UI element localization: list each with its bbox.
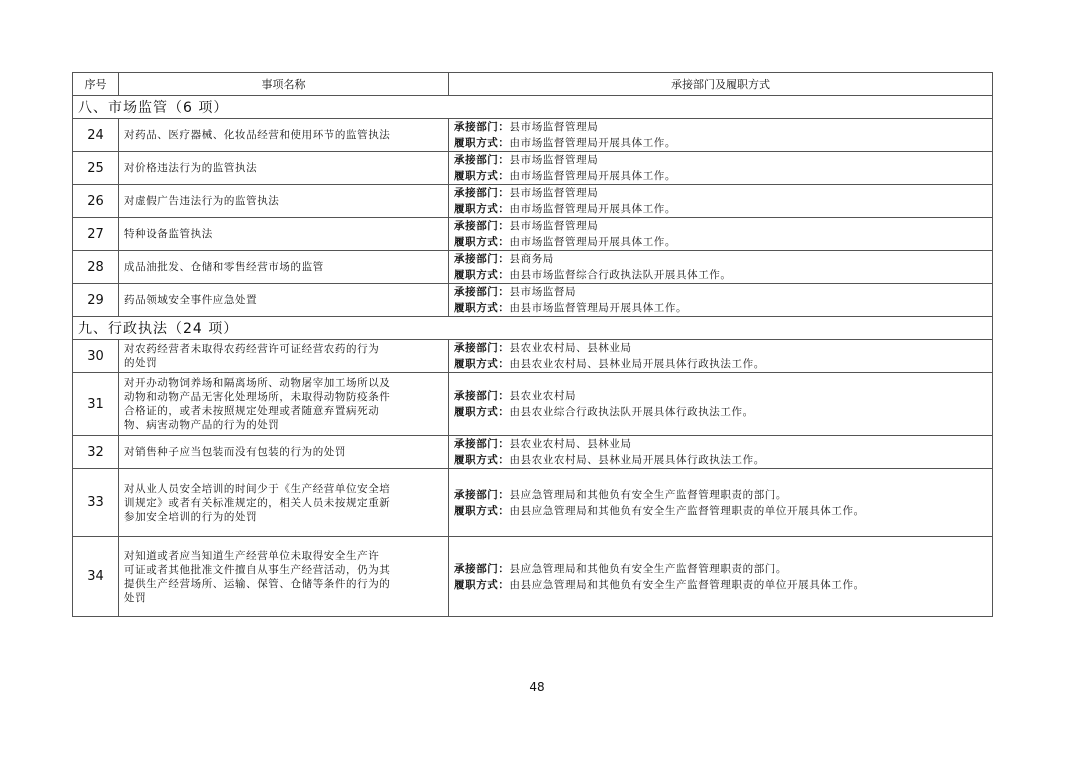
method-value: 由县应急管理局和其他负有安全生产监督管理职责的单位开展具体工作。 — [509, 504, 865, 517]
dept-line — [454, 388, 987, 404]
method-line — [454, 356, 987, 372]
item-name — [119, 152, 449, 185]
dept-line — [454, 487, 987, 503]
item-name — [119, 537, 449, 617]
table-row — [73, 469, 993, 537]
dept-cell — [449, 218, 993, 251]
dept-label: 承接部门： — [454, 286, 510, 298]
table-row — [73, 251, 993, 284]
item-name-line: 处罚 — [124, 591, 147, 604]
item-name-line: 对虚假广告违法行为的监管执法 — [124, 195, 280, 207]
item-name — [119, 469, 449, 537]
table-row — [73, 436, 993, 469]
dept-cell — [449, 537, 993, 617]
dept-label: 承接部门： — [454, 438, 510, 450]
dept-line — [454, 284, 987, 300]
dept-value: 县农业农村局、县林业局 — [509, 438, 632, 450]
method-label: 履职方式： — [454, 504, 510, 517]
table-row — [73, 218, 993, 251]
dept-line — [454, 340, 987, 356]
table-row — [73, 152, 993, 185]
table-row — [73, 185, 993, 218]
method-line — [454, 168, 987, 184]
method-value: 由县农业综合行政执法队开展具体行政执法工作。 — [509, 406, 754, 418]
item-name — [119, 436, 449, 469]
page-number: 48 — [529, 680, 545, 694]
dept-label: 承接部门： — [454, 342, 510, 354]
dept-value: 县商务局 — [509, 253, 554, 265]
item-name-line: 药品领域安全事件应急处置 — [124, 294, 258, 306]
table-row — [73, 284, 993, 317]
dept-cell — [449, 185, 993, 218]
item-name-line: 可证或者其他批准文件擅自从事生产经营活动，仍为其 — [124, 563, 391, 576]
dept-label: 承接部门： — [454, 488, 510, 501]
item-name — [119, 185, 449, 218]
method-line — [454, 452, 987, 468]
item-name-line: 对知道或者应当知道生产经营单位未取得安全生产许 — [124, 549, 380, 562]
method-value: 由市场监督管理局开展具体工作。 — [509, 170, 676, 182]
item-name-line: 成品油批发、仓储和零售经营市场的监管 — [124, 261, 324, 273]
dept-value: 县农业农村局 — [509, 390, 577, 402]
method-value: 由县市场监督管理局开展具体工作。 — [509, 302, 688, 314]
section-row — [73, 96, 993, 119]
item-name — [119, 373, 449, 436]
method-value: 由市场监督管理局开展具体工作。 — [509, 137, 676, 149]
dept-label: 承接部门： — [454, 187, 510, 199]
section-title: 八、市场监管（6 项） — [73, 96, 993, 119]
section-row — [73, 317, 993, 340]
method-label: 履职方式： — [454, 203, 510, 215]
dept-cell — [449, 284, 993, 317]
dept-line — [454, 251, 987, 267]
header-name: 事项名称 — [119, 73, 449, 96]
method-line — [454, 300, 987, 316]
dept-value: 县市场监督局 — [509, 286, 577, 298]
item-number: 30 — [73, 340, 119, 373]
item-name-line: 参加安全培训的行为的处罚 — [124, 510, 258, 523]
dept-cell — [449, 152, 993, 185]
dept-label: 承接部门： — [454, 562, 510, 575]
table-header-row — [73, 73, 993, 96]
method-line — [454, 577, 987, 593]
dept-label: 承接部门： — [454, 154, 510, 166]
dept-line — [454, 152, 987, 168]
method-label: 履职方式： — [454, 302, 510, 314]
method-value: 由市场监督管理局开展具体工作。 — [509, 203, 676, 215]
header-dept: 承接部门及履职方式 — [449, 73, 993, 96]
table-row — [73, 119, 993, 152]
method-label: 履职方式： — [454, 358, 510, 370]
item-name-line: 的处罚 — [124, 357, 158, 369]
item-name-line: 对开办动物饲养场和隔离场所、动物屠宰加工场所以及 — [124, 377, 391, 389]
method-label: 履职方式： — [454, 170, 510, 182]
dept-value: 县农业农村局、县林业局 — [509, 342, 632, 354]
dept-value: 县市场监督管理局 — [509, 154, 599, 166]
dept-label: 承接部门： — [454, 220, 510, 232]
item-name-line: 物、病害动物产品的行为的处罚 — [124, 419, 280, 431]
item-number: 34 — [73, 537, 119, 617]
method-label: 履职方式： — [454, 269, 510, 281]
method-label: 履职方式： — [454, 406, 510, 418]
dept-cell — [449, 119, 993, 152]
method-line — [454, 267, 987, 283]
dept-label: 承接部门： — [454, 121, 510, 133]
section-title: 九、行政执法（24 项） — [73, 317, 993, 340]
item-number: 24 — [73, 119, 119, 152]
method-value: 由县市场监督综合行政执法队开展具体工作。 — [509, 269, 732, 281]
item-number: 33 — [73, 469, 119, 537]
dept-cell — [449, 251, 993, 284]
item-name-line: 特种设备监管执法 — [124, 228, 213, 240]
table-row — [73, 537, 993, 617]
method-value: 由县农业农村局、县林业局开展具体行政执法工作。 — [509, 454, 765, 466]
method-label: 履职方式： — [454, 137, 510, 149]
item-number: 32 — [73, 436, 119, 469]
item-name — [119, 251, 449, 284]
item-name-line: 动物和动物产品无害化处理场所，未取得动物防疫条件 — [124, 391, 391, 403]
method-value: 由县农业农村局、县林业局开展具体行政执法工作。 — [509, 358, 765, 370]
dept-cell — [449, 373, 993, 436]
item-number: 31 — [73, 373, 119, 436]
item-number: 28 — [73, 251, 119, 284]
dept-value: 县应急管理局和其他负有安全生产监督管理职责的部门。 — [509, 488, 787, 501]
dept-line — [454, 436, 987, 452]
item-number: 25 — [73, 152, 119, 185]
method-line — [454, 234, 987, 250]
item-name-line: 训规定》或者有关标准规定的，相关人员未按规定重新 — [124, 496, 391, 509]
dept-value: 县应急管理局和其他负有安全生产监督管理职责的部门。 — [509, 562, 787, 575]
dept-cell — [449, 436, 993, 469]
item-number: 27 — [73, 218, 119, 251]
method-value: 由县应急管理局和其他负有安全生产监督管理职责的单位开展具体工作。 — [509, 578, 865, 591]
dept-line — [454, 561, 987, 577]
matters-table — [72, 72, 993, 617]
item-number: 29 — [73, 284, 119, 317]
table-row — [73, 373, 993, 436]
dept-value: 县市场监督管理局 — [509, 220, 599, 232]
method-line — [454, 201, 987, 217]
item-name-line: 对销售种子应当包装而没有包装的行为的处罚 — [124, 446, 346, 458]
item-name-line: 对药品、医疗器械、化妆品经营和使用环节的监管执法 — [124, 129, 391, 141]
item-name — [119, 284, 449, 317]
dept-line — [454, 119, 987, 135]
dept-cell — [449, 340, 993, 373]
item-name-line: 对农药经营者未取得农药经营许可证经营农药的行为 — [124, 343, 380, 355]
item-number: 26 — [73, 185, 119, 218]
item-name-line: 提供生产经营场所、运输、保管、仓储等条件的行为的 — [124, 577, 391, 590]
method-line — [454, 135, 987, 151]
dept-label: 承接部门： — [454, 390, 510, 402]
item-name — [119, 340, 449, 373]
dept-cell — [449, 469, 993, 537]
method-line — [454, 404, 987, 420]
dept-line — [454, 218, 987, 234]
method-label: 履职方式： — [454, 236, 510, 248]
item-name-line: 合格证的，或者未按照规定处理或者随意弃置病死动 — [124, 405, 380, 417]
dept-value: 县市场监督管理局 — [509, 187, 599, 199]
table-row — [73, 340, 993, 373]
method-label: 履职方式： — [454, 578, 510, 591]
item-name — [119, 119, 449, 152]
dept-line — [454, 185, 987, 201]
item-name-line: 对价格违法行为的监管执法 — [124, 162, 258, 174]
dept-label: 承接部门： — [454, 253, 510, 265]
item-name — [119, 218, 449, 251]
method-label: 履职方式： — [454, 454, 510, 466]
header-no: 序号 — [73, 73, 119, 96]
item-name-line: 对从业人员安全培训的时间少于《生产经营单位安全培 — [124, 482, 391, 495]
method-line — [454, 503, 987, 519]
method-value: 由市场监督管理局开展具体工作。 — [509, 236, 676, 248]
dept-value: 县市场监督管理局 — [509, 121, 599, 133]
